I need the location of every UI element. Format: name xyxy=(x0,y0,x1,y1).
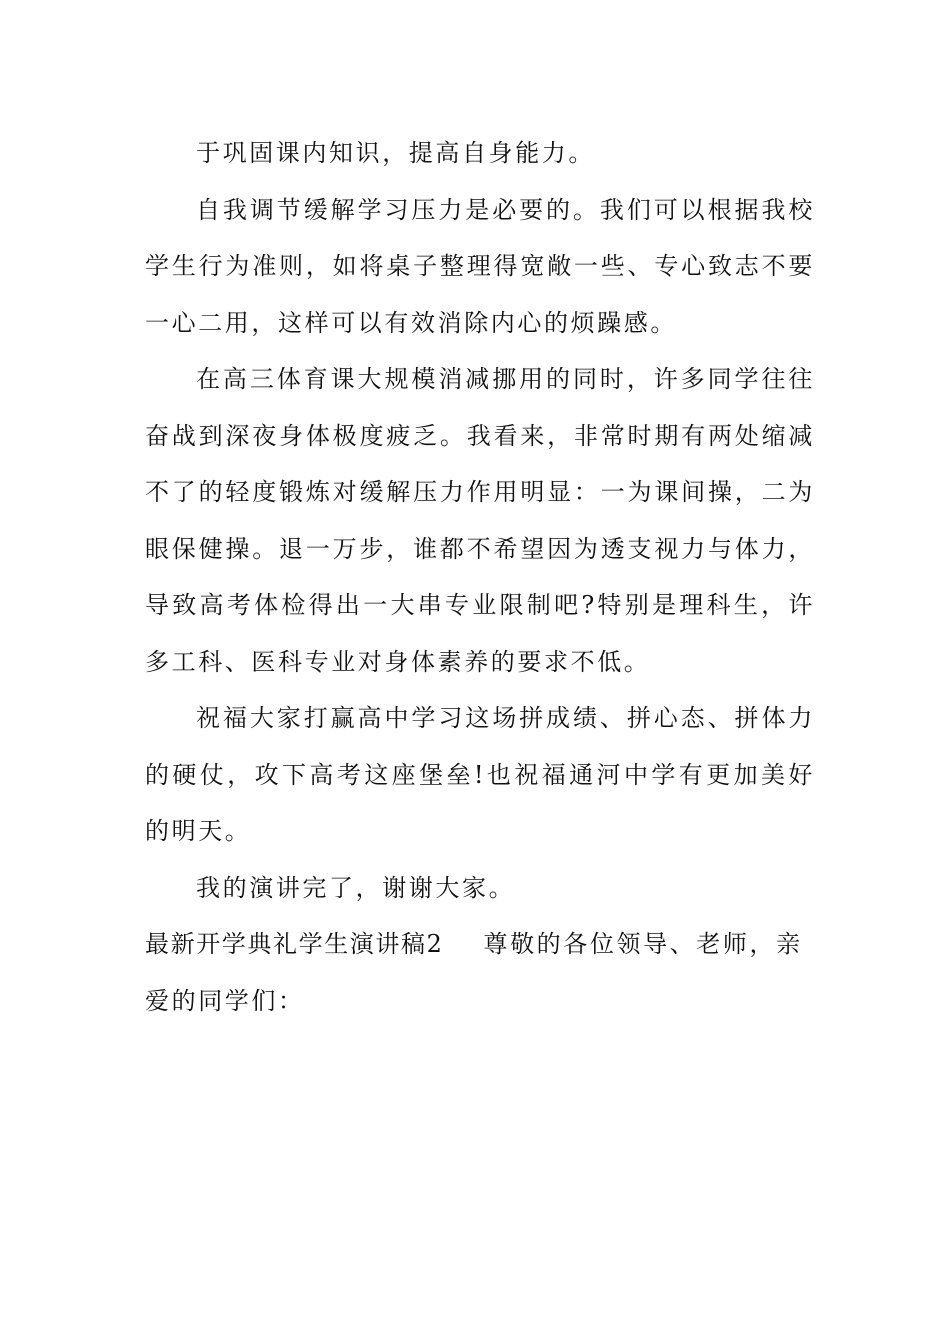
section-title: 最新开学典礼学生演讲稿2 xyxy=(145,930,444,958)
section-heading-line xyxy=(145,916,815,1029)
document-body xyxy=(145,125,815,1029)
paragraph-continuation: 于巩固课内知识，提高自身能力。 xyxy=(196,139,595,167)
paragraph-blessing: 祝福大家打赢高中学习这场拼成绩、拼心态、拼体力的硬仗，攻下高考这座堡垒!也祝福通河中学有更加美好的明天。 xyxy=(145,704,815,845)
greeting-text: 尊敬的各位领导、老师，亲爱的同学们： xyxy=(145,930,803,1015)
paragraph-self-regulation: 自我调节缓解学习压力是必要的。我们可以根据我校学生行为准则，如将桌子整理得宽敞一些、专心致志不要一心二用，这样可以有效消除内心的烦躁感。 xyxy=(145,195,815,337)
paragraph-closing: 我的演讲完了，谢谢大家。 xyxy=(196,873,516,902)
paragraph-exercise: 在高三体育课大规模消减挪用的同时，许多同学往往奋战到深夜身体极度疲乏。我看来，非常时期有两处缩减不了的轻度锻炼对缓解压力作用明显：一为课间操，二为眼保健操。退一万步，谁都不希望因为透支视力与体力，导致高考体检得出一大串专业限制吧?特别是理科生，许多工科、医科专业对身体素养的要求不低。 xyxy=(145,365,815,676)
